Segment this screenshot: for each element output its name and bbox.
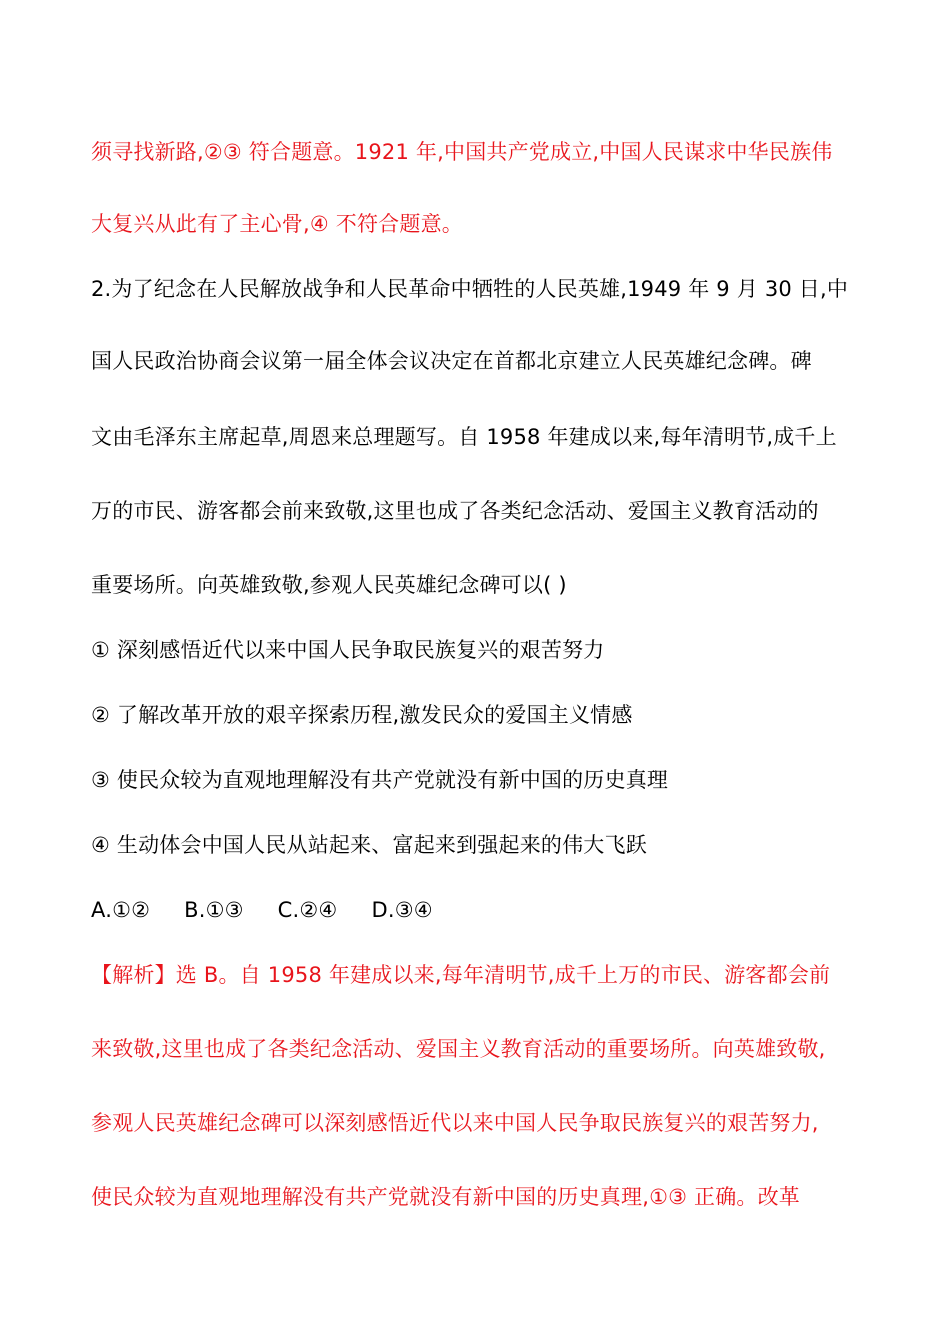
question-stem-line-1: 2.为了纪念在人民解放战争和人民革命中牺牲的人民英雄,1949 年 9 月 30 日,中: [91, 277, 849, 301]
statement-3: ③ 使民众较为直观地理解没有共产党就没有新中国的历史真理: [91, 768, 669, 792]
question-stem-line-5: 重要场所。向英雄致敬,参观人民英雄纪念碑可以( ): [91, 573, 567, 597]
analysis-line-1: 【解析】选 B。自 1958 年建成以来,每年清明节,成千上万的市民、游客都会前: [91, 963, 831, 987]
question-stem-line-2: 国人民政治协商会议第一届全体会议决定在首都北京建立人民英雄纪念碑。碑: [91, 349, 812, 373]
statement-2: ② 了解改革开放的艰辛探索历程,激发民众的爱国主义情感: [91, 703, 633, 727]
statement-1: ① 深刻感悟近代以来中国人民争取民族复兴的艰苦努力: [91, 638, 605, 662]
prev-answer-line-1: 须寻找新路,②③ 符合题意。1921 年,中国共产党成立,中国人民谋求中华民族伟: [91, 140, 833, 164]
choice-b: B.①③: [184, 898, 244, 922]
question-stem-line-3: 文由毛泽东主席起草,周恩来总理题写。自 1958 年建成以来,每年清明节,成千上: [91, 425, 837, 449]
prev-answer-line-2: 大复兴从此有了主心骨,④ 不符合题意。: [91, 212, 463, 236]
statement-4: ④ 生动体会中国人民从站起来、富起来到强起来的伟大飞跃: [91, 833, 647, 857]
analysis-line-4: 使民众较为直观地理解没有共产党就没有新中国的历史真理,①③ 正确。改革: [91, 1185, 800, 1209]
answer-choices: [91, 895, 871, 925]
choice-a: A.①②: [91, 898, 151, 922]
choice-d: D.③④: [371, 898, 433, 922]
question-stem-line-4: 万的市民、游客都会前来致敬,这里也成了各类纪念活动、爱国主义教育活动的: [91, 499, 819, 523]
analysis-line-2: 来致敬,这里也成了各类纪念活动、爱国主义教育活动的重要场所。向英雄致敬,: [91, 1037, 826, 1061]
choice-c: C.②④: [277, 898, 338, 922]
analysis-line-3: 参观人民英雄纪念碑可以深刻感悟近代以来中国人民争取民族复兴的艰苦努力,: [91, 1111, 819, 1135]
